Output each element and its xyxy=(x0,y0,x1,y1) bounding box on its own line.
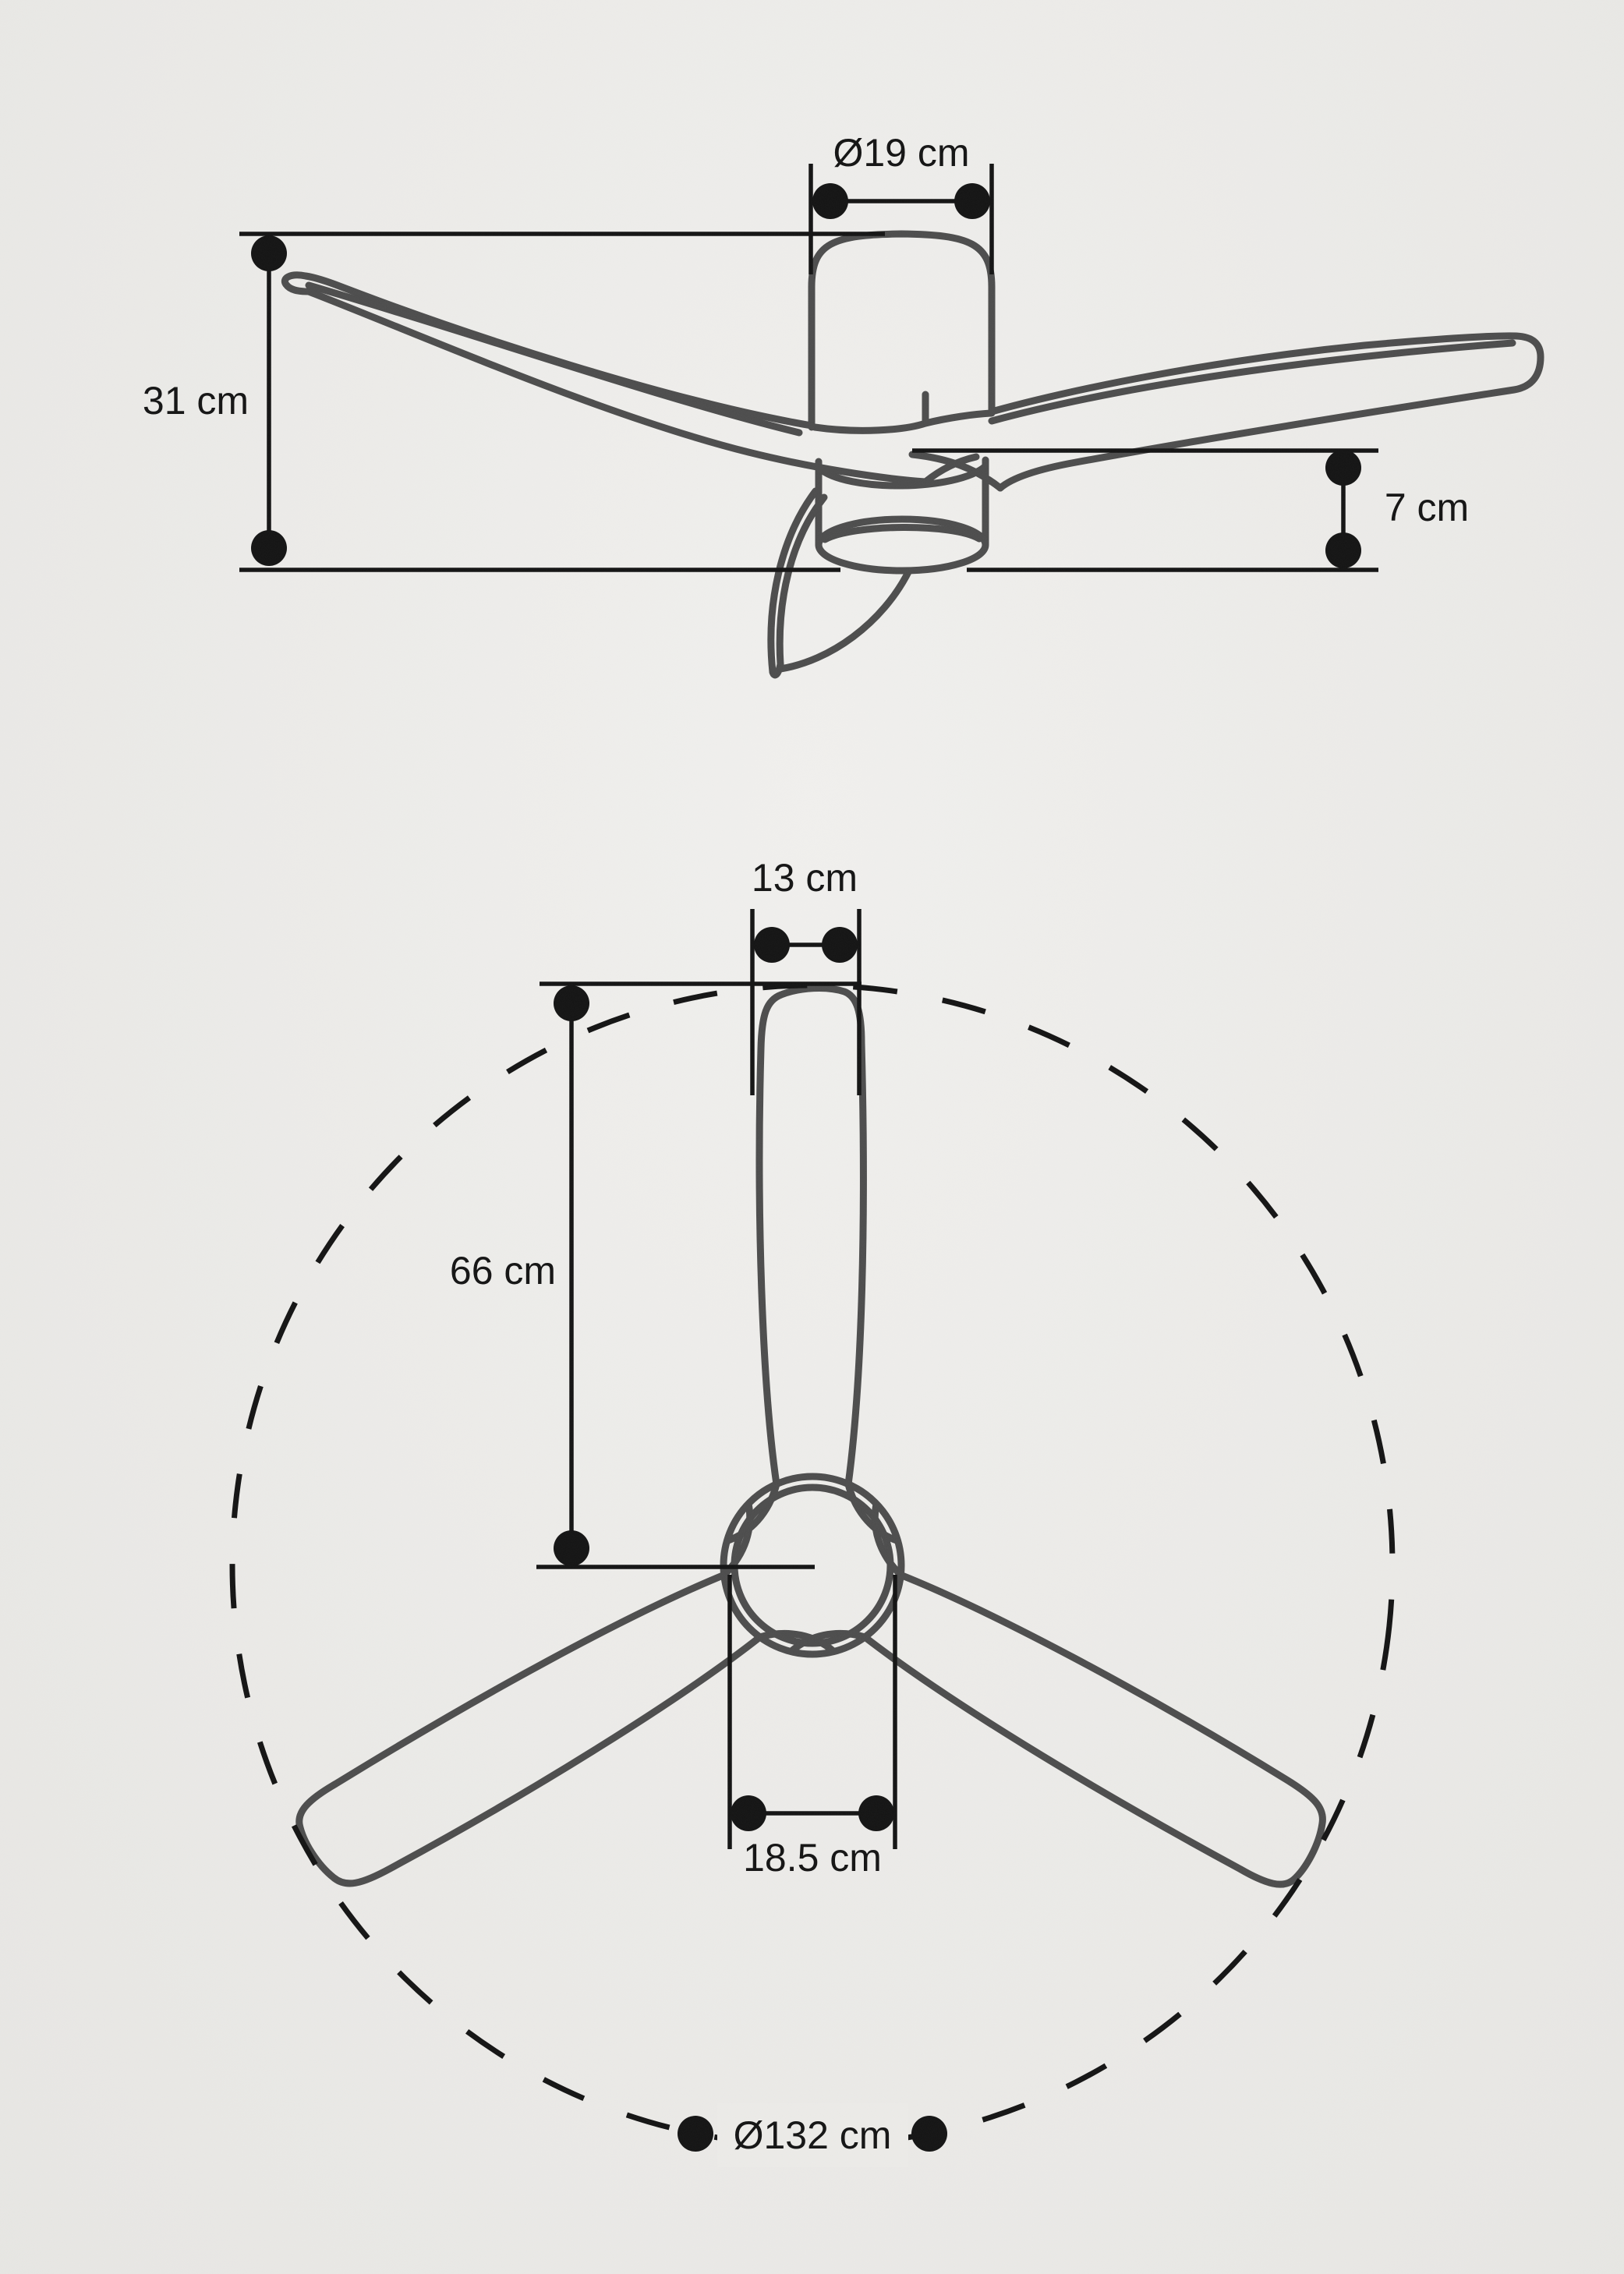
dim-label-sweep-diameter: Ø132 cm xyxy=(733,2113,892,2157)
dim-label-blade-length: 66 cm xyxy=(449,1249,557,1293)
dim-label-housing-height: 7 cm xyxy=(1384,486,1470,529)
dim-label-hub-diameter: 18.5 cm xyxy=(743,1836,882,1880)
dim-label-motor-diameter: Ø19 cm xyxy=(833,131,970,175)
dim-label-blade-tip-width: 13 cm xyxy=(751,856,858,900)
dim-label-total-height: 31 cm xyxy=(142,379,249,423)
